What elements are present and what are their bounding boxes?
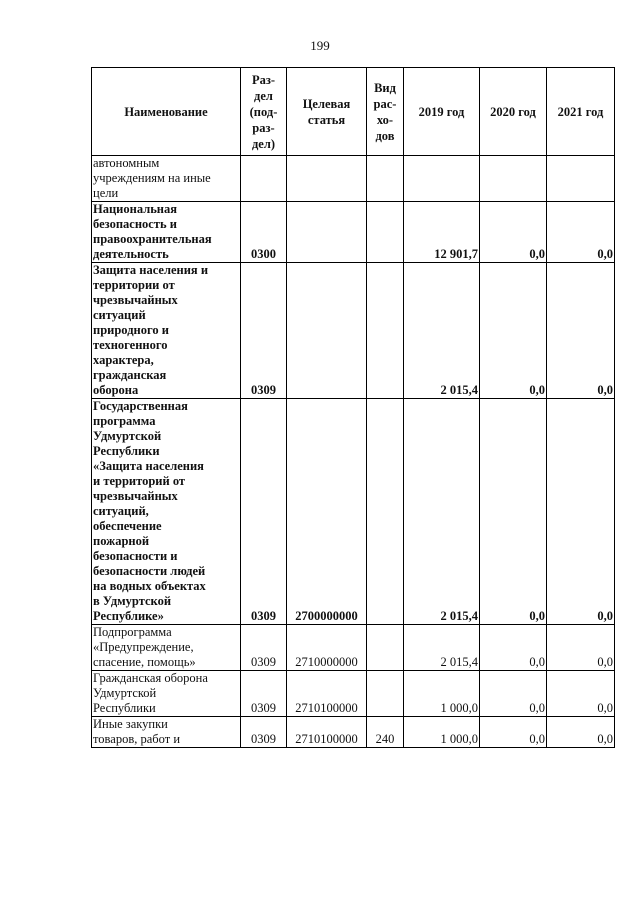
row-article <box>287 202 367 263</box>
row-2020: 0,0 <box>480 717 547 748</box>
table-row <box>92 717 615 748</box>
table-row <box>92 156 615 202</box>
row-name: Национальная безопасность и правоохранительная деятельность <box>92 202 241 263</box>
table-row <box>92 671 615 717</box>
row-article: 2710000000 <box>287 625 367 671</box>
row-article <box>287 156 367 202</box>
row-name: автономным учреждениям на иные цели <box>92 156 241 202</box>
row-2021: 0,0 <box>547 399 615 625</box>
table-row <box>92 625 615 671</box>
header-2021: 2021 год <box>547 68 615 156</box>
row-2020 <box>480 156 547 202</box>
page-number: 199 <box>310 38 330 53</box>
row-2021: 0,0 <box>547 202 615 263</box>
row-name: Иные закупки товаров, работ и <box>92 717 241 748</box>
header-2019: 2019 год <box>404 68 480 156</box>
header-section: Раз- дел (под- раз- дел) <box>241 68 287 156</box>
header-2020: 2020 год <box>480 68 547 156</box>
row-name: Государственная программа Удмуртской Республики «Защита населения и территорий от чрезвычайных ситуаций, обеспечение пожарной безопасности и безопасности людей на водных объектах в Удмуртской Республике» <box>92 399 241 625</box>
row-2021: 0,0 <box>547 717 615 748</box>
header-article: Целевая статья <box>287 68 367 156</box>
row-expense-type <box>367 671 404 717</box>
row-expense-type <box>367 625 404 671</box>
row-2020: 0,0 <box>480 625 547 671</box>
table-row <box>92 399 615 625</box>
row-name: Гражданская оборона Удмуртской Республики <box>92 671 241 717</box>
row-section: 0300 <box>241 202 287 263</box>
table-row <box>92 263 615 399</box>
row-2021: 0,0 <box>547 625 615 671</box>
header-name: Наименование <box>92 68 241 156</box>
row-section: 0309 <box>241 625 287 671</box>
row-2019 <box>404 156 480 202</box>
row-name: Защита населения и территории от чрезвычайных ситуаций природного и техногенного характера, гражданская оборона <box>92 263 241 399</box>
row-expense-type <box>367 263 404 399</box>
row-2020: 0,0 <box>480 263 547 399</box>
row-2019: 1 000,0 <box>404 717 480 748</box>
header-expense-type: Вид рас- хо- дов <box>367 68 404 156</box>
row-section: 0309 <box>241 671 287 717</box>
row-2020: 0,0 <box>480 399 547 625</box>
row-2019: 2 015,4 <box>404 399 480 625</box>
row-expense-type: 240 <box>367 717 404 748</box>
row-2021: 0,0 <box>547 671 615 717</box>
row-section: 0309 <box>241 263 287 399</box>
row-article: 2710100000 <box>287 717 367 748</box>
row-name: Подпрограмма «Предупреждение, спасение, помощь» <box>92 625 241 671</box>
row-2020: 0,0 <box>480 202 547 263</box>
row-expense-type <box>367 156 404 202</box>
row-expense-type <box>367 399 404 625</box>
table-row <box>92 202 615 263</box>
row-expense-type <box>367 202 404 263</box>
row-2020: 0,0 <box>480 671 547 717</box>
budget-table <box>91 67 615 748</box>
row-section: 0309 <box>241 399 287 625</box>
row-article <box>287 263 367 399</box>
row-2019: 1 000,0 <box>404 671 480 717</box>
row-2019: 12 901,7 <box>404 202 480 263</box>
row-section: 0309 <box>241 717 287 748</box>
row-2021: 0,0 <box>547 263 615 399</box>
row-article: 2700000000 <box>287 399 367 625</box>
row-2019: 2 015,4 <box>404 263 480 399</box>
row-article: 2710100000 <box>287 671 367 717</box>
header-row <box>92 68 615 156</box>
row-2019: 2 015,4 <box>404 625 480 671</box>
row-2021 <box>547 156 615 202</box>
row-section <box>241 156 287 202</box>
